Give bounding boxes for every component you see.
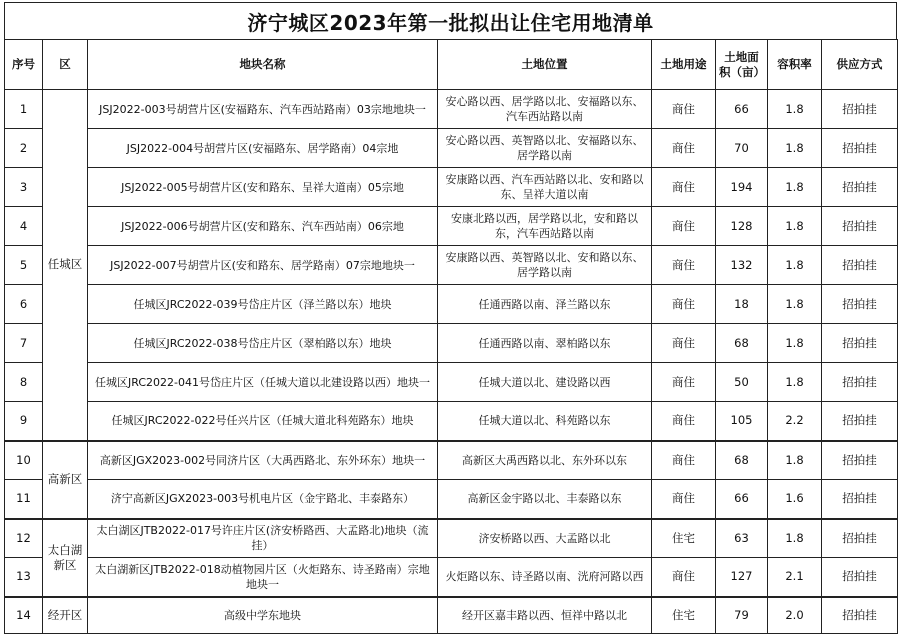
table-row <box>5 129 898 168</box>
cell-seq: 11 <box>5 480 43 519</box>
cell-far: 1.6 <box>768 480 822 519</box>
cell-usage: 商住 <box>652 90 716 129</box>
cell-seq: 8 <box>5 363 43 402</box>
cell-district: 太白湖新区 <box>43 519 88 597</box>
cell-far: 2.0 <box>768 597 822 634</box>
table-row <box>5 558 898 597</box>
col-header-district: 区 <box>43 40 88 90</box>
cell-seq: 5 <box>5 246 43 285</box>
cell-usage: 住宅 <box>652 519 716 558</box>
cell-far: 2.2 <box>768 402 822 441</box>
cell-supply: 招拍挂 <box>822 168 898 207</box>
table-row <box>5 597 898 634</box>
table-row <box>5 168 898 207</box>
cell-area: 68 <box>716 324 768 363</box>
table-row <box>5 402 898 441</box>
cell-supply: 招拍挂 <box>822 324 898 363</box>
cell-seq: 12 <box>5 519 43 558</box>
cell-seq: 7 <box>5 324 43 363</box>
cell-location: 任城大道以北、科苑路以东 <box>438 402 652 441</box>
land-table <box>4 39 898 634</box>
cell-district: 高新区 <box>43 441 88 519</box>
cell-usage: 商住 <box>652 168 716 207</box>
cell-location: 安心路以西、居学路以北、安福路以东、汽车西站路以南 <box>438 90 652 129</box>
cell-location: 任城大道以北、建设路以西 <box>438 363 652 402</box>
cell-usage: 住宅 <box>652 597 716 634</box>
cell-name: 高级中学东地块 <box>88 597 438 634</box>
cell-seq: 14 <box>5 597 43 634</box>
cell-area: 50 <box>716 363 768 402</box>
cell-usage: 商住 <box>652 480 716 519</box>
col-header-location: 土地位置 <box>438 40 652 90</box>
cell-name: 任城区JRC2022-041号岱庄片区（任城大道以北建设路以西）地块一 <box>88 363 438 402</box>
col-header-usage: 土地用途 <box>652 40 716 90</box>
cell-far: 1.8 <box>768 207 822 246</box>
cell-name: 任城区JRC2022-022号任兴片区（任城大道北科苑路东）地块 <box>88 402 438 441</box>
cell-area: 63 <box>716 519 768 558</box>
cell-supply: 招拍挂 <box>822 129 898 168</box>
cell-area: 66 <box>716 90 768 129</box>
table-row <box>5 363 898 402</box>
cell-usage: 商住 <box>652 324 716 363</box>
table-row <box>5 207 898 246</box>
header-row <box>5 40 898 90</box>
cell-usage: 商住 <box>652 207 716 246</box>
cell-usage: 商住 <box>652 363 716 402</box>
cell-name: 太白湖新区JTB2022-018动植物园片区（火炬路东、诗圣路南）宗地地块一 <box>88 558 438 597</box>
col-header-area: 土地面积（亩） <box>716 40 768 90</box>
cell-name: JSJ2022-005号胡营片区(安和路东、呈祥大道南）05宗地 <box>88 168 438 207</box>
cell-location: 安康路以西、汽车西站路以北、安和路以东、呈祥大道以南 <box>438 168 652 207</box>
table-row <box>5 519 898 558</box>
cell-usage: 商住 <box>652 402 716 441</box>
cell-supply: 招拍挂 <box>822 441 898 480</box>
cell-location: 安康北路以西，居学路以北，安和路以东，汽车西站路以南 <box>438 207 652 246</box>
cell-area: 70 <box>716 129 768 168</box>
cell-supply: 招拍挂 <box>822 597 898 634</box>
cell-seq: 3 <box>5 168 43 207</box>
cell-name: 任城区JRC2022-038号岱庄片区（翠柏路以东）地块 <box>88 324 438 363</box>
cell-far: 1.8 <box>768 246 822 285</box>
cell-seq: 1 <box>5 90 43 129</box>
cell-location: 火炬路以东、诗圣路以南、洸府河路以西 <box>438 558 652 597</box>
table-row <box>5 441 898 480</box>
cell-far: 1.8 <box>768 285 822 324</box>
cell-name: 高新区JGX2023-002号同济片区（大禹西路北、东外环东）地块一 <box>88 441 438 480</box>
cell-seq: 10 <box>5 441 43 480</box>
cell-area: 132 <box>716 246 768 285</box>
cell-name: 任城区JRC2022-039号岱庄片区（泽兰路以东）地块 <box>88 285 438 324</box>
cell-far: 1.8 <box>768 324 822 363</box>
cell-district: 任城区 <box>43 90 88 441</box>
cell-usage: 商住 <box>652 558 716 597</box>
cell-area: 66 <box>716 480 768 519</box>
cell-name: 太白湖区JTB2022-017号许庄片区(济安桥路西、大孟路北)地块（流挂） <box>88 519 438 558</box>
cell-location: 经开区嘉丰路以西、恒祥中路以北 <box>438 597 652 634</box>
cell-far: 2.1 <box>768 558 822 597</box>
cell-location: 高新区大禹西路以北、东外环以东 <box>438 441 652 480</box>
table-row <box>5 285 898 324</box>
cell-seq: 9 <box>5 402 43 441</box>
cell-name: JSJ2022-007号胡营片区(安和路东、居学路南）07宗地地块一 <box>88 246 438 285</box>
table-row <box>5 480 898 519</box>
cell-supply: 招拍挂 <box>822 285 898 324</box>
cell-seq: 4 <box>5 207 43 246</box>
cell-far: 1.8 <box>768 129 822 168</box>
cell-supply: 招拍挂 <box>822 90 898 129</box>
table-row <box>5 246 898 285</box>
cell-location: 任通西路以南、翠柏路以东 <box>438 324 652 363</box>
cell-supply: 招拍挂 <box>822 558 898 597</box>
col-header-name: 地块名称 <box>88 40 438 90</box>
table-row <box>5 324 898 363</box>
cell-far: 1.8 <box>768 519 822 558</box>
cell-supply: 招拍挂 <box>822 402 898 441</box>
cell-area: 79 <box>716 597 768 634</box>
cell-usage: 商住 <box>652 129 716 168</box>
cell-area: 128 <box>716 207 768 246</box>
cell-location: 济安桥路以西、大孟路以北 <box>438 519 652 558</box>
cell-supply: 招拍挂 <box>822 363 898 402</box>
cell-supply: 招拍挂 <box>822 207 898 246</box>
table-row <box>5 90 898 129</box>
cell-far: 1.8 <box>768 168 822 207</box>
cell-location: 安康路以西、英智路以北、安和路以东、居学路以南 <box>438 246 652 285</box>
cell-seq: 13 <box>5 558 43 597</box>
cell-area: 68 <box>716 441 768 480</box>
page-title: 济宁城区2023年第一批拟出让住宅用地清单 <box>4 2 897 39</box>
cell-supply: 招拍挂 <box>822 480 898 519</box>
cell-far: 1.8 <box>768 90 822 129</box>
cell-area: 194 <box>716 168 768 207</box>
cell-seq: 2 <box>5 129 43 168</box>
cell-name: JSJ2022-006号胡营片区(安和路东、汽车西站南）06宗地 <box>88 207 438 246</box>
col-header-seq: 序号 <box>5 40 43 90</box>
col-header-far: 容积率 <box>768 40 822 90</box>
col-header-supply: 供应方式 <box>822 40 898 90</box>
cell-name: 济宁高新区JGX2023-003号机电片区（金宇路北、丰泰路东） <box>88 480 438 519</box>
cell-usage: 商住 <box>652 285 716 324</box>
cell-area: 127 <box>716 558 768 597</box>
cell-location: 任通西路以南、泽兰路以东 <box>438 285 652 324</box>
cell-area: 105 <box>716 402 768 441</box>
cell-far: 1.8 <box>768 363 822 402</box>
cell-location: 高新区金宇路以北、丰泰路以东 <box>438 480 652 519</box>
cell-supply: 招拍挂 <box>822 246 898 285</box>
cell-far: 1.8 <box>768 441 822 480</box>
cell-usage: 商住 <box>652 246 716 285</box>
cell-name: JSJ2022-003号胡营片区(安福路东、汽车西站路南）03宗地地块一 <box>88 90 438 129</box>
cell-seq: 6 <box>5 285 43 324</box>
cell-district: 经开区 <box>43 597 88 634</box>
cell-area: 18 <box>716 285 768 324</box>
cell-supply: 招拍挂 <box>822 519 898 558</box>
cell-location: 安心路以西、英智路以北、安福路以东、居学路以南 <box>438 129 652 168</box>
cell-name: JSJ2022-004号胡营片区(安福路东、居学路南）04宗地 <box>88 129 438 168</box>
cell-usage: 商住 <box>652 441 716 480</box>
